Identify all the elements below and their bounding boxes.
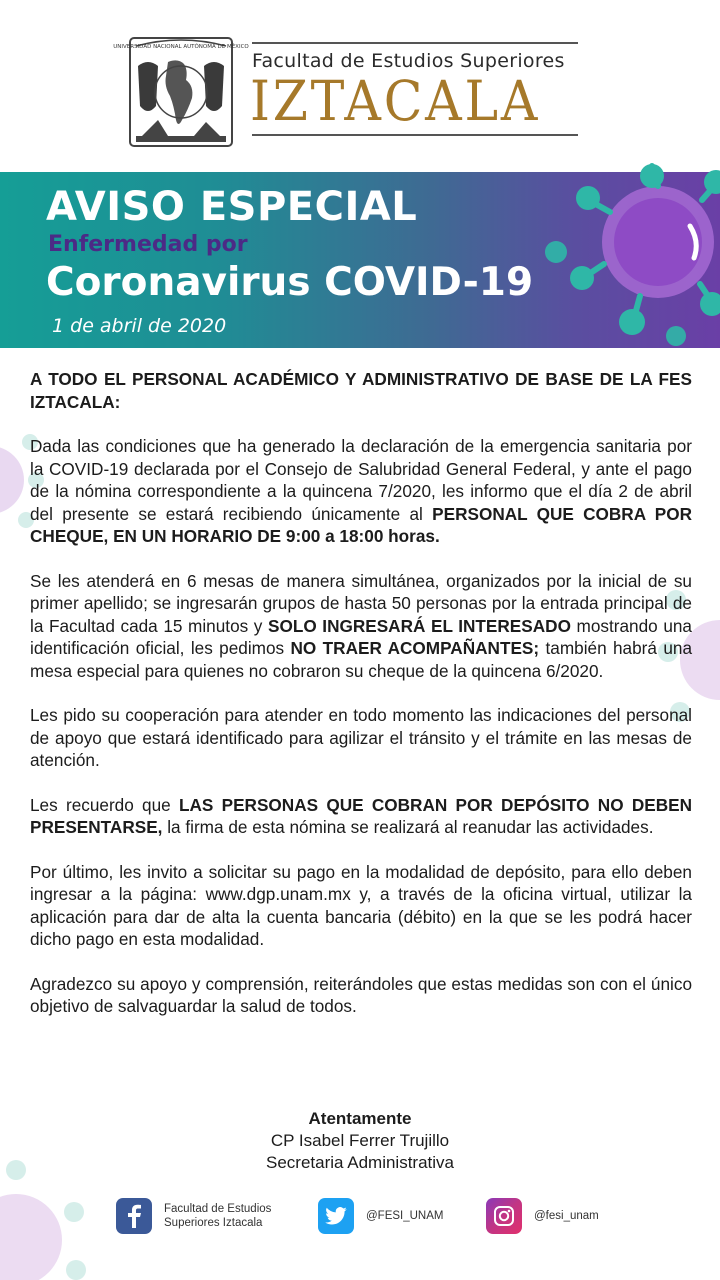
twitter-icon <box>318 1198 354 1234</box>
facebook-line-2: Superiores Iztacala <box>164 1217 263 1229</box>
header <box>0 0 720 170</box>
paragraph-4 <box>30 794 692 839</box>
signature-block <box>0 1108 720 1174</box>
paragraph-2-text-a: Se les atenderá en 6 mesas de manera simultánea, organizados por la inicial de su primer apellido; se ingresarán grupos de hasta 50 personas por la entrada principal de la Facultad cada 15 minutos y <box>30 570 692 636</box>
paragraph-2-bold-a: SOLO INGRESARÁ EL INTERESADO <box>268 615 571 636</box>
header-rule-bottom <box>252 134 578 136</box>
closing: Atentamente <box>308 1109 412 1128</box>
twitter-link[interactable] <box>318 1196 444 1236</box>
header-rule-top <box>252 42 578 44</box>
paragraph-2-text-c: también habrá una mesa especial para quienes no cobraron su cheque de la quincena 6/2020. <box>30 638 693 681</box>
facebook-line-1: Facultad de Estudios <box>164 1203 272 1215</box>
instagram-handle: @fesi_unam <box>534 1210 599 1222</box>
banner-subtitle: Enfermedad por <box>48 232 248 257</box>
notice-date: 1 de abril de 2020 <box>52 315 227 337</box>
twitter-handle: @FESI_UNAM <box>366 1210 444 1222</box>
paragraph-6: Agradezco su apoyo y comprensión, reiterándoles que estas medidas son con el único objetivo de salvaguardar la salud de todos. <box>30 973 692 1016</box>
facebook-link[interactable] <box>116 1196 271 1236</box>
paragraph-3: Les pido su cooperación para atender en todo momento las indicaciones del personal de apoyo que estará identificado para agilizar el tránsito y el trámite en las mesas de atención. <box>30 705 692 770</box>
instagram-icon <box>486 1198 522 1234</box>
signer-name: CP Isabel Ferrer Trujillo <box>270 1131 450 1150</box>
banner-title: AVISO ESPECIAL <box>46 184 418 230</box>
greeting: A TODO EL PERSONAL ACADÉMICO Y ADMINISTRATIVO DE BASE DE LA FES IZTACALA: <box>30 369 692 412</box>
notice-body <box>30 368 692 1040</box>
paragraph-1 <box>30 435 692 548</box>
signer-role: Secretaria Administrativa <box>265 1153 455 1172</box>
faculty-prefix: Facultad de Estudios Superiores <box>252 50 565 72</box>
instagram-link[interactable] <box>486 1196 599 1236</box>
paragraph-4-text-a: Les recuerdo que <box>30 794 179 815</box>
notice-banner <box>0 172 720 348</box>
social-footer <box>0 1196 720 1240</box>
paragraph-2 <box>30 570 692 683</box>
paragraph-1-text: Dada las condiciones que ha generado la declaración de la emergencia sanitaria por la COVID-19 declarada por el Consejo de Salubridad General Federal, y ante el pago de la nómina correspondiente a la quincena 7/2020, les informo que el día 2 de abril del presente se estará recibiendo únicamente al <box>30 436 692 524</box>
facebook-icon <box>116 1198 152 1234</box>
faculty-name: IZTACALA <box>250 69 541 133</box>
paragraph-4-bold: LAS PERSONAS QUE COBRAN POR DEPÓSITO NO DEBEN PRESENTARSE, <box>30 794 692 837</box>
paragraph-2-bold-b: NO TRAER ACOMPAÑANTES; <box>290 638 540 658</box>
paragraph-2-text-b: mostrando una identificación oficial, les pedimos <box>30 615 692 658</box>
paragraph-5: Por último, les invito a solicitar su pago en la modalidad de depósito, para ello deben ingresar a la página: www.dgp.unam.mx y, a través de la oficina virtual, utilizar la aplicación para dar de alta la cuenta bancaria (débito) en la que se les podrá hacer dicho pago en esta modalidad. <box>30 861 692 949</box>
unam-seal-logo <box>113 36 249 148</box>
banner-topic: Coronavirus COVID-19 <box>46 260 534 305</box>
paragraph-1-bold: PERSONAL QUE COBRA POR CHEQUE, EN UN HORARIO DE 9:00 a 18:00 horas. <box>30 503 692 546</box>
svg-text:UNIVERSIDAD NACIONAL AUTÓNOMA: UNIVERSIDAD NACIONAL AUTÓNOMA DE MÉXICO <box>113 44 249 50</box>
paragraph-4-text-b: la firma de esta nómina se realizará al reanudar las actividades. <box>162 817 654 837</box>
